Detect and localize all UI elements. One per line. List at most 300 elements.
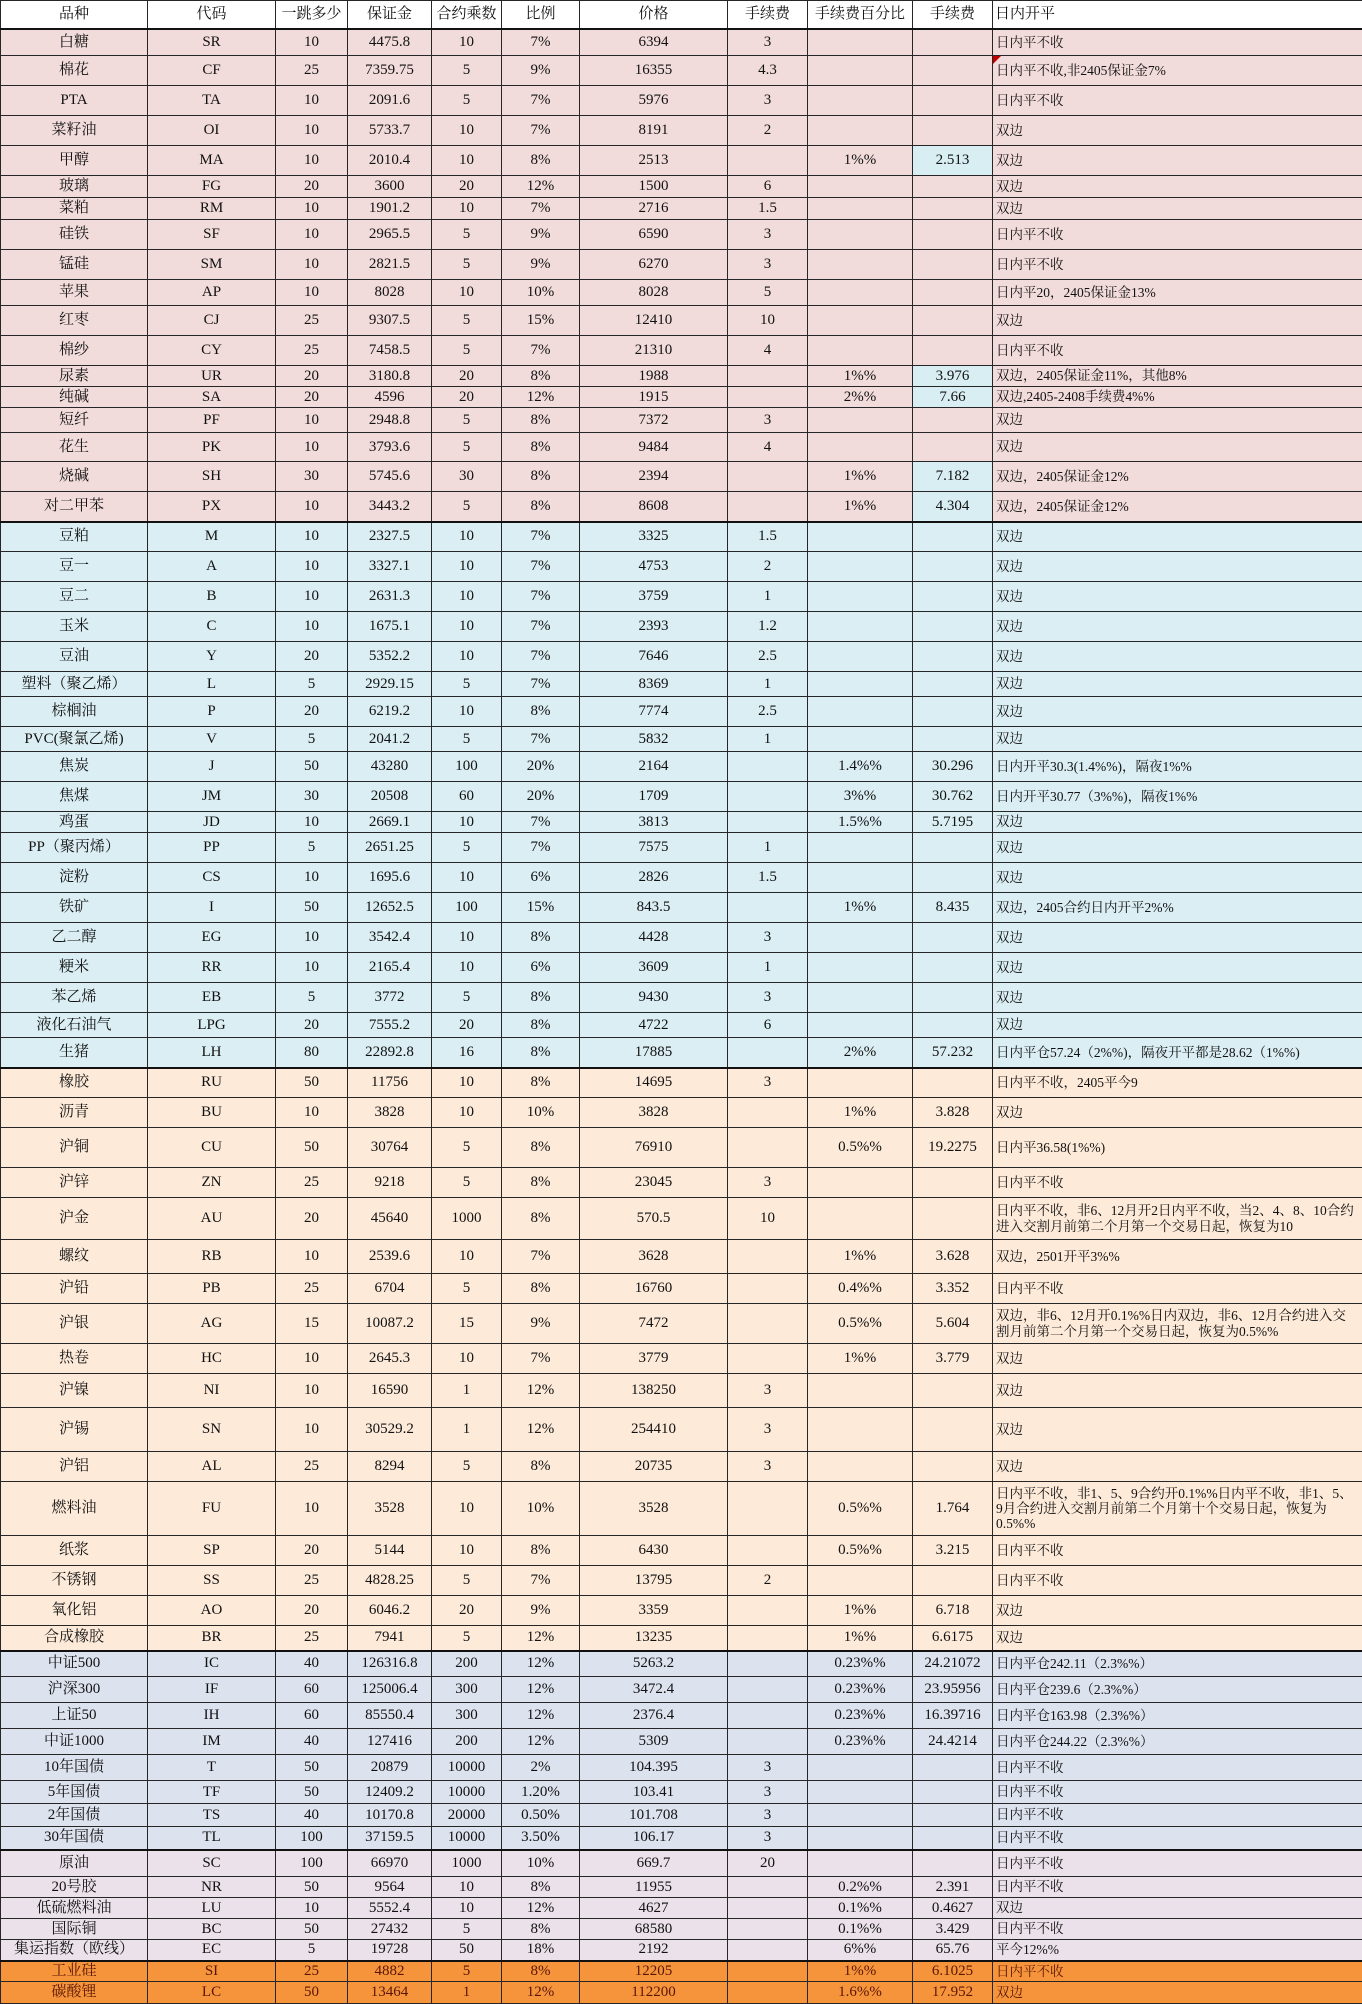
fee-amount-cell: 30.762 [913, 782, 993, 812]
multiplier-cell: 1000 [432, 1850, 502, 1877]
variety-cell: 沪锡 [1, 1408, 148, 1452]
multiplier-cell: 60 [432, 782, 502, 812]
remark-cell: 双边 [993, 1013, 1362, 1038]
code-cell: IM [148, 1729, 276, 1755]
fee-amount-cell [913, 1374, 993, 1408]
tick-size-cell: 50 [276, 752, 348, 782]
remark-cell: 日内平不收 [993, 1536, 1362, 1566]
fee-cell: 6 [728, 176, 808, 198]
price-cell: 5309 [580, 1729, 728, 1755]
multiplier-cell: 1 [432, 1374, 502, 1408]
fee-amount-cell [913, 642, 993, 672]
variety-cell: PP（聚丙烯） [1, 833, 148, 863]
ratio-cell: 7% [502, 812, 580, 833]
table-row [1, 86, 1362, 116]
tick-size-cell: 25 [276, 1961, 348, 1982]
fee-percent-cell [808, 29, 913, 56]
ratio-cell: 8% [502, 1452, 580, 1482]
fee-cell: 2.5 [728, 697, 808, 727]
col-header-margin: 保证金 [348, 1, 432, 29]
price-cell: 20735 [580, 1452, 728, 1482]
fee-cell [728, 1596, 808, 1626]
ratio-cell: 8% [502, 1877, 580, 1898]
table-row [1, 1408, 1362, 1452]
fee-cell [728, 492, 808, 522]
tick-size-cell: 20 [276, 697, 348, 727]
table-row [1, 782, 1362, 812]
fee-amount-cell: 3.352 [913, 1274, 993, 1304]
tick-size-cell: 10 [276, 29, 348, 56]
fee-percent-cell [808, 642, 913, 672]
tick-size-cell: 40 [276, 1804, 348, 1827]
price-cell: 7646 [580, 642, 728, 672]
multiplier-cell: 10 [432, 953, 502, 983]
fee-percent-cell [808, 672, 913, 697]
code-cell: B [148, 582, 276, 612]
table-row [1, 863, 1362, 893]
ratio-cell: 7% [502, 727, 580, 752]
fee-percent-cell: 1%% [808, 366, 913, 387]
fee-cell [728, 1703, 808, 1729]
price-cell: 3609 [580, 953, 728, 983]
margin-cell: 4596 [348, 387, 432, 408]
multiplier-cell: 100 [432, 752, 502, 782]
remark-cell: 日内平仓163.98（2.3%%） [993, 1703, 1362, 1729]
tick-size-cell: 10 [276, 1344, 348, 1374]
fee-percent-cell [808, 176, 913, 198]
fee-cell: 4 [728, 433, 808, 462]
table-row [1, 612, 1362, 642]
table-row [1, 697, 1362, 727]
fee-amount-cell: 24.4214 [913, 1729, 993, 1755]
variety-cell: 苹果 [1, 280, 148, 306]
code-cell: SC [148, 1850, 276, 1877]
code-cell: ZN [148, 1168, 276, 1198]
fee-amount-cell: 3.976 [913, 366, 993, 387]
multiplier-cell: 10 [432, 923, 502, 953]
variety-cell: 尿素 [1, 366, 148, 387]
margin-cell: 4475.8 [348, 29, 432, 56]
code-cell: EB [148, 983, 276, 1013]
code-cell: SF [148, 220, 276, 250]
variety-cell: 沪铅 [1, 1274, 148, 1304]
fee-percent-cell: 0.4%% [808, 1274, 913, 1304]
fee-amount-cell [913, 86, 993, 116]
variety-cell: 低硫燃料油 [1, 1898, 148, 1919]
multiplier-cell: 5 [432, 1168, 502, 1198]
fee-percent-cell: 1%% [808, 1240, 913, 1274]
remark-cell: 双边 [993, 1408, 1362, 1452]
code-cell: AP [148, 280, 276, 306]
fee-amount-cell: 8.435 [913, 893, 993, 923]
fee-percent-cell: 0.2%% [808, 1877, 913, 1898]
tick-size-cell: 10 [276, 552, 348, 582]
multiplier-cell: 10 [432, 612, 502, 642]
remark-cell: 双边 [993, 408, 1362, 433]
ratio-cell: 7% [502, 672, 580, 697]
remark-cell: 日内平不收 [993, 29, 1362, 56]
table-row [1, 1898, 1362, 1919]
fee-percent-cell [808, 408, 913, 433]
fee-cell [728, 812, 808, 833]
header-row [1, 1, 1362, 29]
price-cell: 4627 [580, 1898, 728, 1919]
variety-cell: 豆一 [1, 552, 148, 582]
remark-cell: 双边 [993, 433, 1362, 462]
remark-cell: 日内开平30.3(1.4%%)，隔夜1%% [993, 752, 1362, 782]
multiplier-cell: 20 [432, 1596, 502, 1626]
multiplier-cell: 10 [432, 1898, 502, 1919]
fee-cell: 3 [728, 1755, 808, 1781]
table-row [1, 1013, 1362, 1038]
multiplier-cell: 5 [432, 672, 502, 697]
table-row [1, 1703, 1362, 1729]
multiplier-cell: 10 [432, 146, 502, 176]
margin-cell: 30529.2 [348, 1408, 432, 1452]
fee-cell [728, 1038, 808, 1068]
price-cell: 12205 [580, 1961, 728, 1982]
table-row [1, 522, 1362, 552]
fee-cell: 3 [728, 983, 808, 1013]
tick-size-cell: 20 [276, 1596, 348, 1626]
ratio-cell: 1.20% [502, 1781, 580, 1804]
margin-cell: 20879 [348, 1755, 432, 1781]
fee-percent-cell [808, 1068, 913, 1098]
fee-percent-cell: 1%% [808, 492, 913, 522]
multiplier-cell: 300 [432, 1703, 502, 1729]
multiplier-cell: 5 [432, 306, 502, 336]
margin-cell: 2669.1 [348, 812, 432, 833]
multiplier-cell: 5 [432, 433, 502, 462]
fee-cell [728, 1344, 808, 1374]
tick-size-cell: 10 [276, 1408, 348, 1452]
ratio-cell: 7% [502, 29, 580, 56]
tick-size-cell: 10 [276, 1098, 348, 1128]
fee-cell [728, 1898, 808, 1919]
price-cell: 9484 [580, 433, 728, 462]
fee-amount-cell: 3.828 [913, 1098, 993, 1128]
fee-amount-cell [913, 198, 993, 220]
remark-cell: 双边 [993, 1626, 1362, 1651]
margin-cell: 2010.4 [348, 146, 432, 176]
remark-cell: 平今12%% [993, 1940, 1362, 1961]
fee-cell [728, 1919, 808, 1940]
fee-cell: 3 [728, 1068, 808, 1098]
price-cell: 2826 [580, 863, 728, 893]
tick-size-cell: 20 [276, 1536, 348, 1566]
variety-cell: 中证500 [1, 1651, 148, 1677]
remark-cell: 双边，2405合约日内开平2%% [993, 893, 1362, 923]
fee-cell: 4 [728, 336, 808, 366]
fee-percent-cell: 0.1%% [808, 1898, 913, 1919]
tick-size-cell: 10 [276, 492, 348, 522]
variety-cell: 白糖 [1, 29, 148, 56]
multiplier-cell: 20 [432, 366, 502, 387]
margin-cell: 27432 [348, 1919, 432, 1940]
tick-size-cell: 10 [276, 612, 348, 642]
table-row [1, 366, 1362, 387]
fee-amount-cell: 7.182 [913, 462, 993, 492]
tick-size-cell: 50 [276, 1982, 348, 2004]
fee-amount-cell [913, 1850, 993, 1877]
tick-size-cell: 5 [276, 833, 348, 863]
code-cell: FU [148, 1482, 276, 1536]
fee-amount-cell [913, 408, 993, 433]
variety-cell: 工业硅 [1, 1961, 148, 1982]
futures-table-body [1, 29, 1362, 2004]
remark-cell: 双边 [993, 1344, 1362, 1374]
table-row [1, 1961, 1362, 1982]
price-cell: 13235 [580, 1626, 728, 1651]
fee-percent-cell: 0.23%% [808, 1651, 913, 1677]
remark-cell: 双边，2501开平3%% [993, 1240, 1362, 1274]
remark-cell: 日内平不收 [993, 1755, 1362, 1781]
table-row [1, 1128, 1362, 1168]
ratio-cell: 12% [502, 1703, 580, 1729]
table-row [1, 56, 1362, 86]
table-row [1, 250, 1362, 280]
variety-cell: 对二甲苯 [1, 492, 148, 522]
code-cell: NI [148, 1374, 276, 1408]
margin-cell: 9307.5 [348, 306, 432, 336]
fee-percent-cell: 1%% [808, 1626, 913, 1651]
table-row [1, 1344, 1362, 1374]
fee-amount-cell: 5.604 [913, 1304, 993, 1344]
tick-size-cell: 10 [276, 433, 348, 462]
fee-percent-cell: 0.5%% [808, 1536, 913, 1566]
variety-cell: PVC(聚氯乙烯) [1, 727, 148, 752]
price-cell: 4753 [580, 552, 728, 582]
tick-size-cell: 20 [276, 176, 348, 198]
multiplier-cell: 10 [432, 863, 502, 893]
table-row [1, 176, 1362, 198]
price-cell: 6590 [580, 220, 728, 250]
fee-percent-cell [808, 433, 913, 462]
table-row [1, 1755, 1362, 1781]
variety-cell: 上证50 [1, 1703, 148, 1729]
price-cell: 6270 [580, 250, 728, 280]
code-cell: SR [148, 29, 276, 56]
fee-amount-cell: 3.779 [913, 1344, 993, 1374]
margin-cell: 3600 [348, 176, 432, 198]
code-cell: UR [148, 366, 276, 387]
remark-cell: 日内平不收 [993, 86, 1362, 116]
remark-cell: 双边 [993, 522, 1362, 552]
code-cell: RR [148, 953, 276, 983]
variety-cell: 沪深300 [1, 1677, 148, 1703]
multiplier-cell: 10 [432, 812, 502, 833]
margin-cell: 12409.2 [348, 1781, 432, 1804]
ratio-cell: 8% [502, 1038, 580, 1068]
table-row [1, 727, 1362, 752]
fee-amount-cell [913, 116, 993, 146]
table-row [1, 1098, 1362, 1128]
price-cell: 5832 [580, 727, 728, 752]
code-cell: RB [148, 1240, 276, 1274]
price-cell: 8191 [580, 116, 728, 146]
margin-cell: 2091.6 [348, 86, 432, 116]
multiplier-cell: 20 [432, 1013, 502, 1038]
fee-cell: 3 [728, 1452, 808, 1482]
ratio-cell: 8% [502, 1536, 580, 1566]
fee-percent-cell [808, 582, 913, 612]
margin-cell: 3542.4 [348, 923, 432, 953]
price-cell: 5263.2 [580, 1651, 728, 1677]
multiplier-cell: 10 [432, 522, 502, 552]
multiplier-cell: 5 [432, 727, 502, 752]
tick-size-cell: 25 [276, 1626, 348, 1651]
tick-size-cell: 25 [276, 336, 348, 366]
fee-percent-cell [808, 612, 913, 642]
fee-percent-cell [808, 1168, 913, 1198]
multiplier-cell: 10 [432, 280, 502, 306]
multiplier-cell: 10 [432, 1877, 502, 1898]
remark-cell: 日内平仓239.6（2.3%%） [993, 1677, 1362, 1703]
remark-cell: 日内开平30.77（3%%)，隔夜1%% [993, 782, 1362, 812]
margin-cell: 1695.6 [348, 863, 432, 893]
code-cell: P [148, 697, 276, 727]
tick-size-cell: 20 [276, 387, 348, 408]
fee-cell: 3 [728, 1168, 808, 1198]
price-cell: 843.5 [580, 893, 728, 923]
ratio-cell: 9% [502, 250, 580, 280]
tick-size-cell: 40 [276, 1729, 348, 1755]
fee-amount-cell [913, 280, 993, 306]
code-cell: M [148, 522, 276, 552]
margin-cell: 2929.15 [348, 672, 432, 697]
tick-size-cell: 10 [276, 220, 348, 250]
tick-size-cell: 80 [276, 1038, 348, 1068]
variety-cell: 沪锌 [1, 1168, 148, 1198]
price-cell: 16355 [580, 56, 728, 86]
ratio-cell: 10% [502, 1482, 580, 1536]
ratio-cell: 12% [502, 1651, 580, 1677]
fee-amount-cell [913, 1781, 993, 1804]
fee-percent-cell [808, 250, 913, 280]
tick-size-cell: 10 [276, 1374, 348, 1408]
variety-cell: 棉花 [1, 56, 148, 86]
ratio-cell: 8% [502, 1128, 580, 1168]
margin-cell: 2645.3 [348, 1344, 432, 1374]
margin-cell: 10087.2 [348, 1304, 432, 1344]
remark-cell: 日内平不收 [993, 1274, 1362, 1304]
remark-cell: 日内平不收，非6、12月开2日内平不收，当2、4、8、10合约进入交割月前第二个月第一个交易日起，恢复为10 [993, 1198, 1362, 1240]
variety-cell: 不锈钢 [1, 1566, 148, 1596]
multiplier-cell: 5 [432, 250, 502, 280]
code-cell: AG [148, 1304, 276, 1344]
tick-size-cell: 10 [276, 522, 348, 552]
price-cell: 3813 [580, 812, 728, 833]
fee-percent-cell: 1.4%% [808, 752, 913, 782]
fee-percent-cell [808, 1452, 913, 1482]
remark-cell: 双边 [993, 863, 1362, 893]
remark-cell: 双边 [993, 176, 1362, 198]
remark-cell: 双边 [993, 697, 1362, 727]
price-cell: 1915 [580, 387, 728, 408]
tick-size-cell: 20 [276, 1013, 348, 1038]
variety-cell: 中证1000 [1, 1729, 148, 1755]
variety-cell: 20号胶 [1, 1877, 148, 1898]
multiplier-cell: 5 [432, 1452, 502, 1482]
fee-percent-cell [808, 953, 913, 983]
fee-cell: 5 [728, 280, 808, 306]
margin-cell: 3528 [348, 1482, 432, 1536]
code-cell: PP [148, 833, 276, 863]
code-cell: SH [148, 462, 276, 492]
col-header-tick-size: 一跳多少 [276, 1, 348, 29]
multiplier-cell: 100 [432, 893, 502, 923]
fee-amount-cell [913, 1804, 993, 1827]
ratio-cell: 7% [502, 116, 580, 146]
ratio-cell: 9% [502, 1304, 580, 1344]
ratio-cell: 8% [502, 923, 580, 953]
price-cell: 103.41 [580, 1781, 728, 1804]
tick-size-cell: 40 [276, 1651, 348, 1677]
variety-cell: 豆油 [1, 642, 148, 672]
margin-cell: 6046.2 [348, 1596, 432, 1626]
margin-cell: 6704 [348, 1274, 432, 1304]
margin-cell: 85550.4 [348, 1703, 432, 1729]
code-cell: J [148, 752, 276, 782]
fee-amount-cell: 30.296 [913, 752, 993, 782]
multiplier-cell: 5 [432, 86, 502, 116]
fee-amount-cell: 2.391 [913, 1877, 993, 1898]
fee-amount-cell [913, 1566, 993, 1596]
margin-cell: 2948.8 [348, 408, 432, 433]
fee-percent-cell [808, 863, 913, 893]
fee-amount-cell [913, 1827, 993, 1850]
margin-cell: 11756 [348, 1068, 432, 1098]
fee-percent-cell: 1.6%% [808, 1982, 913, 2004]
multiplier-cell: 10 [432, 1098, 502, 1128]
fee-amount-cell [913, 1068, 993, 1098]
fee-amount-cell [913, 923, 993, 953]
variety-cell: 氧化铝 [1, 1596, 148, 1626]
price-cell: 3779 [580, 1344, 728, 1374]
margin-cell: 7359.75 [348, 56, 432, 86]
code-cell: AU [148, 1198, 276, 1240]
fee-cell [728, 1961, 808, 1982]
fee-cell: 1.5 [728, 522, 808, 552]
tick-size-cell: 25 [276, 56, 348, 86]
multiplier-cell: 1 [432, 1408, 502, 1452]
ratio-cell: 7% [502, 1344, 580, 1374]
code-cell: SP [148, 1536, 276, 1566]
code-cell: PB [148, 1274, 276, 1304]
tick-size-cell: 10 [276, 198, 348, 220]
fee-cell: 6 [728, 1013, 808, 1038]
fee-cell [728, 462, 808, 492]
price-cell: 6394 [580, 29, 728, 56]
fee-amount-cell: 65.76 [913, 1940, 993, 1961]
multiplier-cell: 5 [432, 220, 502, 250]
price-cell: 254410 [580, 1408, 728, 1452]
variety-cell: 沪镍 [1, 1374, 148, 1408]
fee-percent-cell: 1%% [808, 893, 913, 923]
tick-size-cell: 10 [276, 1898, 348, 1919]
ratio-cell: 7% [502, 86, 580, 116]
variety-cell: 苯乙烯 [1, 983, 148, 1013]
remark-cell: 双边，2405保证金12% [993, 492, 1362, 522]
ratio-cell: 8% [502, 1068, 580, 1098]
fee-percent-cell: 0.5%% [808, 1304, 913, 1344]
price-cell: 6430 [580, 1536, 728, 1566]
fee-percent-cell [808, 280, 913, 306]
fee-amount-cell: 4.304 [913, 492, 993, 522]
multiplier-cell: 5 [432, 983, 502, 1013]
multiplier-cell: 10 [432, 1240, 502, 1274]
code-cell: T [148, 1755, 276, 1781]
